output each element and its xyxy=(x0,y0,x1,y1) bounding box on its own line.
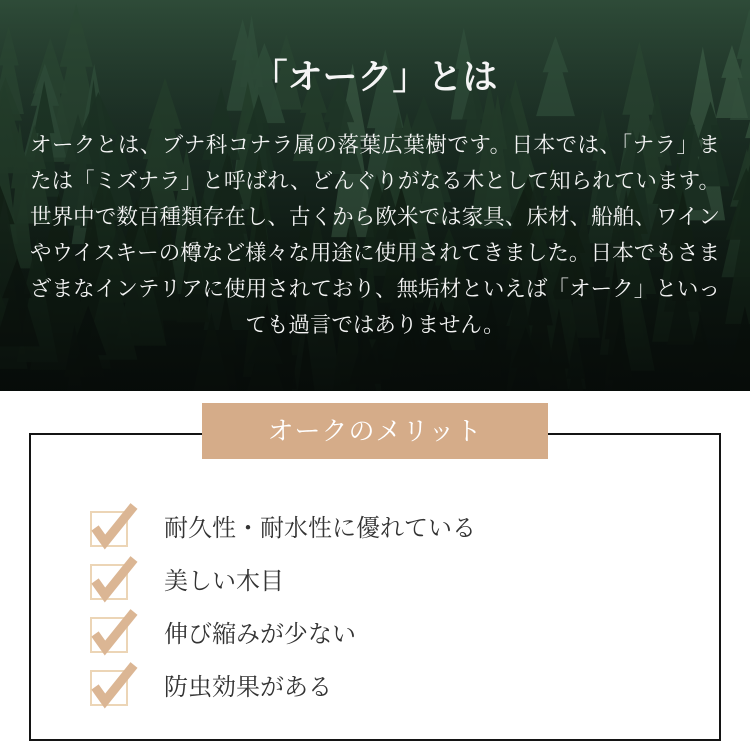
merit-label: 防虫効果がある xyxy=(164,674,332,701)
checkbox-checked-icon xyxy=(90,511,128,547)
merit-label: 伸び縮みが少ない xyxy=(164,621,356,648)
merit-item xyxy=(90,668,719,708)
merit-item xyxy=(90,615,719,655)
merits-heading: オークのメリット xyxy=(202,403,548,459)
checkbox-checked-icon xyxy=(90,670,128,706)
merit-item xyxy=(90,509,719,549)
merit-list xyxy=(31,435,719,708)
checkbox-checked-icon xyxy=(90,564,128,600)
intro-paragraph: オークとは、ブナ科コナラ属の落葉広葉樹です。日本では、「ナラ」または「ミズナラ」と呼ばれ、どんぐりがなる木として知られています。世界中で数百種類存在し、古くから欧米では家具、床材、船舶、ワインやウイスキーの樽など様々な用途に使用されてきました。日本でもさまざまなインテリアに使用されており、無垢材といえば「オーク」といっても過言ではありません。 xyxy=(30,133,720,337)
merit-label: 耐久性・耐水性に優れている xyxy=(164,515,476,542)
merit-label: 美しい木目 xyxy=(164,568,284,595)
checkbox-checked-icon xyxy=(90,617,128,653)
merit-item xyxy=(90,562,719,602)
page-title: 「オーク」とは xyxy=(252,58,498,97)
merits-box xyxy=(29,433,721,741)
merits-section xyxy=(0,403,750,741)
